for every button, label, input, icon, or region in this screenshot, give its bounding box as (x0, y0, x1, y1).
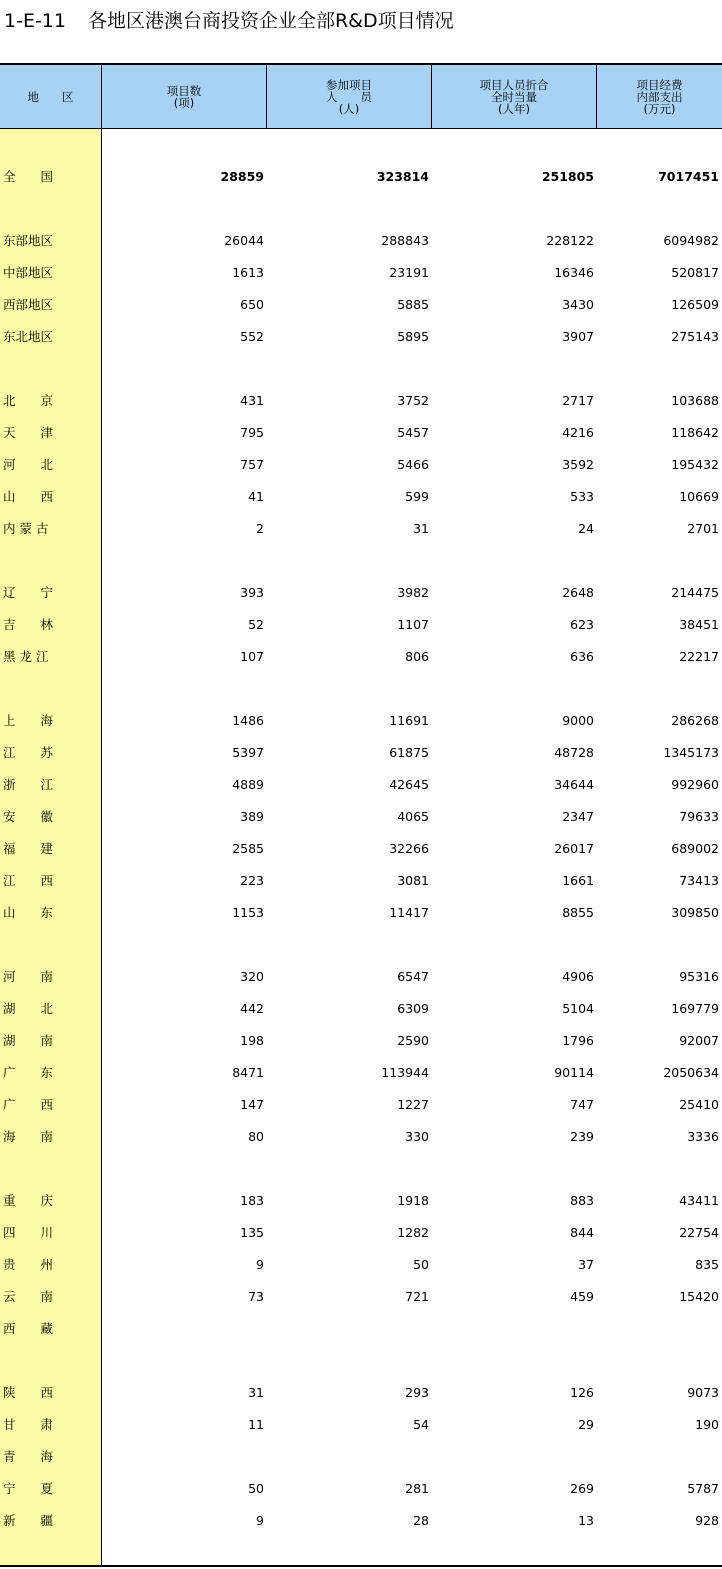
region-name: 新 疆 (3, 1513, 54, 1528)
expenditure-cell: 689002 (671, 841, 719, 856)
project-count-cell: 431 (240, 393, 264, 408)
region-name: 重 庆 (3, 1193, 54, 1208)
personnel-cell: 32266 (389, 841, 429, 856)
expenditure-cell: 95316 (679, 969, 719, 984)
fte-cell: 24 (578, 521, 594, 536)
table-row (0, 1255, 722, 1275)
project-count-cell: 9 (256, 1257, 264, 1272)
table-row (0, 775, 722, 795)
expenditure-cell: 22217 (679, 649, 719, 664)
header-region-label: 地 区 (27, 89, 74, 104)
header-project-count (102, 65, 266, 128)
project-count-cell: 1486 (232, 713, 264, 728)
personnel-cell: 806 (405, 649, 429, 664)
personnel-cell: 113944 (381, 1065, 429, 1080)
expenditure-cell: 103688 (671, 393, 719, 408)
fte-cell: 37 (578, 1257, 594, 1272)
expenditure-cell: 214475 (671, 585, 719, 600)
fte-cell: 2347 (562, 809, 594, 824)
header-line: 人 员 (326, 89, 372, 104)
fte-cell: 623 (570, 617, 594, 632)
table-row (0, 807, 722, 827)
fte-cell: 3592 (562, 457, 594, 472)
region-name: 东北地区 (3, 329, 54, 344)
table-row (0, 647, 722, 667)
expenditure-cell: 118642 (671, 425, 719, 440)
project-count-cell: 41 (248, 489, 264, 504)
personnel-cell: 5466 (397, 457, 429, 472)
table-row (0, 1223, 722, 1243)
fte-cell: 5104 (562, 1001, 594, 1016)
personnel-cell: 323814 (376, 169, 429, 184)
table-row (0, 1095, 722, 1115)
region-name: 江 西 (3, 873, 54, 888)
project-count-cell: 80 (248, 1129, 264, 1144)
personnel-cell: 11691 (389, 713, 429, 728)
fte-cell: 29 (578, 1417, 594, 1432)
table-row (0, 1287, 722, 1307)
header-fulltime-equivalent (432, 65, 596, 128)
region-name: 内 蒙 古 (3, 521, 49, 536)
header-line: 项目数 (166, 83, 202, 98)
fte-cell: 251805 (541, 169, 594, 184)
project-count-cell: 28859 (220, 169, 264, 184)
fte-cell: 4906 (562, 969, 594, 984)
project-count-cell: 52 (248, 617, 264, 632)
fte-cell: 2717 (562, 393, 594, 408)
region-name: 北 京 (3, 393, 54, 408)
fte-cell: 228122 (546, 233, 594, 248)
project-count-cell: 9 (256, 1513, 264, 1528)
region-name: 吉 林 (3, 617, 54, 632)
table-row (0, 1191, 722, 1211)
personnel-cell: 288843 (381, 233, 429, 248)
region-name: 安 徽 (3, 809, 54, 824)
expenditure-cell: 3336 (687, 1129, 719, 1144)
header-region (0, 65, 101, 128)
fte-cell: 90114 (554, 1065, 594, 1080)
region-name: 江 苏 (3, 745, 54, 760)
personnel-cell: 42645 (389, 777, 429, 792)
project-count-cell: 135 (240, 1225, 264, 1240)
table-code: 1-E-11 (4, 10, 66, 32)
region-name: 四 川 (3, 1225, 54, 1240)
table-row (0, 1383, 722, 1403)
table-row (0, 1479, 722, 1499)
personnel-cell: 2590 (397, 1033, 429, 1048)
personnel-cell: 28 (413, 1513, 429, 1528)
expenditure-cell: 992960 (671, 777, 719, 792)
region-name: 上 海 (3, 713, 54, 728)
region-name: 湖 南 (3, 1033, 54, 1048)
personnel-cell: 61875 (389, 745, 429, 760)
table-row (0, 1031, 722, 1051)
region-name: 云 南 (3, 1289, 54, 1304)
table-row (0, 263, 722, 283)
region-name: 广 西 (3, 1097, 54, 1112)
region-name: 广 东 (3, 1065, 54, 1080)
header-expenditure (597, 65, 722, 128)
region-name: 山 东 (3, 905, 54, 920)
expenditure-cell: 43411 (679, 1193, 719, 1208)
personnel-cell: 50 (413, 1257, 429, 1272)
personnel-cell: 1227 (397, 1097, 429, 1112)
expenditure-cell: 126509 (671, 297, 719, 312)
expenditure-cell: 92007 (679, 1033, 719, 1048)
header-line: (项) (173, 95, 195, 110)
fte-cell: 34644 (554, 777, 594, 792)
table-row (0, 231, 722, 251)
table-row (0, 583, 722, 603)
region-name: 河 北 (3, 457, 54, 472)
expenditure-cell: 15420 (679, 1289, 719, 1304)
fte-cell: 883 (570, 1193, 594, 1208)
table-row (0, 711, 722, 731)
personnel-cell: 5457 (397, 425, 429, 440)
project-count-cell: 73 (248, 1289, 264, 1304)
fte-cell: 459 (570, 1289, 594, 1304)
expenditure-cell: 1345173 (663, 745, 719, 760)
project-count-cell: 650 (240, 297, 264, 312)
region-name: 甘 肃 (3, 1417, 54, 1432)
expenditure-cell: 275143 (671, 329, 719, 344)
region-name: 中部地区 (3, 265, 54, 280)
fte-cell: 1661 (562, 873, 594, 888)
project-count-cell: 393 (240, 585, 264, 600)
project-count-cell: 50 (248, 1481, 264, 1496)
fte-cell: 269 (570, 1481, 594, 1496)
column-divider (431, 65, 432, 128)
region-name: 青 海 (3, 1449, 54, 1464)
region-name: 黑 龙 江 (3, 649, 49, 664)
region-name: 陕 西 (3, 1385, 54, 1400)
fte-cell: 26017 (554, 841, 594, 856)
expenditure-cell: 309850 (671, 905, 719, 920)
project-count-cell: 31 (248, 1385, 264, 1400)
personnel-cell: 721 (405, 1289, 429, 1304)
region-name: 山 西 (3, 489, 54, 504)
table-row (0, 455, 722, 475)
header-rule (0, 128, 722, 129)
project-count-cell: 223 (240, 873, 264, 888)
expenditure-cell: 6094982 (663, 233, 719, 248)
expenditure-cell: 9073 (687, 1385, 719, 1400)
personnel-cell: 1107 (397, 617, 429, 632)
project-count-cell: 2585 (232, 841, 264, 856)
column-divider (266, 65, 267, 128)
expenditure-cell: 38451 (679, 617, 719, 632)
fte-cell: 16346 (554, 265, 594, 280)
table-row (0, 871, 722, 891)
table-row (0, 743, 722, 763)
region-name: 宁 夏 (3, 1481, 54, 1496)
project-count-cell: 757 (240, 457, 264, 472)
region-name: 西 藏 (3, 1321, 54, 1336)
expenditure-cell: 7017451 (658, 169, 719, 184)
header-line: (人年) (498, 101, 530, 116)
fte-cell: 636 (570, 649, 594, 664)
header-line: (人) (338, 101, 360, 116)
table-row (0, 1127, 722, 1147)
fte-cell: 533 (570, 489, 594, 504)
project-count-cell: 183 (240, 1193, 264, 1208)
table-row (0, 1511, 722, 1531)
fte-cell: 3907 (562, 329, 594, 344)
table-row (0, 391, 722, 411)
region-name: 福 建 (3, 841, 54, 856)
table-row (0, 615, 722, 635)
personnel-cell: 599 (405, 489, 429, 504)
personnel-cell: 5885 (397, 297, 429, 312)
personnel-cell: 5895 (397, 329, 429, 344)
expenditure-cell: 79633 (679, 809, 719, 824)
project-count-cell: 389 (240, 809, 264, 824)
fte-cell: 8855 (562, 905, 594, 920)
table-row (0, 1319, 722, 1339)
bottom-rule (0, 1565, 722, 1567)
personnel-cell: 1282 (397, 1225, 429, 1240)
project-count-cell: 552 (240, 329, 264, 344)
fte-cell: 9000 (562, 713, 594, 728)
table-row (0, 423, 722, 443)
header-line: 内部支出 (636, 89, 683, 104)
table-row (0, 519, 722, 539)
fte-cell: 3430 (562, 297, 594, 312)
table-row (0, 327, 722, 347)
region-name: 东部地区 (3, 233, 54, 248)
page-title (4, 6, 454, 36)
region-name: 海 南 (3, 1129, 54, 1144)
table-row (0, 839, 722, 859)
fte-cell: 48728 (554, 745, 594, 760)
header-personnel (267, 65, 431, 128)
project-count-cell: 4889 (232, 777, 264, 792)
fte-cell: 844 (570, 1225, 594, 1240)
table-row (0, 295, 722, 315)
expenditure-cell: 10669 (679, 489, 719, 504)
expenditure-cell: 190 (695, 1417, 719, 1432)
project-count-cell: 198 (240, 1033, 264, 1048)
personnel-cell: 31 (413, 521, 429, 536)
expenditure-cell: 195432 (671, 457, 719, 472)
fte-cell: 2648 (562, 585, 594, 600)
table-row (0, 1063, 722, 1083)
project-count-cell: 1153 (232, 905, 264, 920)
header-line: 项目经费 (636, 77, 683, 92)
region-name: 浙 江 (3, 777, 54, 792)
region-name: 西部地区 (3, 297, 54, 312)
project-count-cell: 320 (240, 969, 264, 984)
personnel-cell: 6547 (397, 969, 429, 984)
region-name: 天 津 (3, 425, 54, 440)
header-line: 项目人员折合 (479, 77, 549, 92)
personnel-cell: 3982 (397, 585, 429, 600)
table-row (0, 1415, 722, 1435)
table-row (0, 167, 722, 187)
header-line: (万元) (643, 101, 676, 116)
expenditure-cell: 928 (695, 1513, 719, 1528)
personnel-cell: 330 (405, 1129, 429, 1144)
table-row (0, 487, 722, 507)
region-name: 河 南 (3, 969, 54, 984)
personnel-cell: 4065 (397, 809, 429, 824)
expenditure-cell: 73413 (679, 873, 719, 888)
expenditure-cell: 2701 (687, 521, 719, 536)
fte-cell: 747 (570, 1097, 594, 1112)
project-count-cell: 795 (240, 425, 264, 440)
personnel-cell: 11417 (389, 905, 429, 920)
expenditure-cell: 286268 (671, 713, 719, 728)
table-row (0, 967, 722, 987)
project-count-cell: 1613 (232, 265, 264, 280)
region-name: 贵 州 (3, 1257, 54, 1272)
data-table (0, 63, 722, 1567)
project-count-cell: 5397 (232, 745, 264, 760)
personnel-cell: 54 (413, 1417, 429, 1432)
project-count-cell: 26044 (224, 233, 264, 248)
fte-cell: 1796 (562, 1033, 594, 1048)
region-name: 全 国 (3, 169, 54, 184)
project-count-cell: 147 (240, 1097, 264, 1112)
expenditure-cell: 2050634 (663, 1065, 719, 1080)
personnel-cell: 3081 (397, 873, 429, 888)
personnel-cell: 281 (405, 1481, 429, 1496)
project-count-cell: 11 (248, 1417, 264, 1432)
fte-cell: 126 (570, 1385, 594, 1400)
region-name: 辽 宁 (3, 585, 54, 600)
project-count-cell: 8471 (232, 1065, 264, 1080)
fte-cell: 4216 (562, 425, 594, 440)
expenditure-cell: 22754 (679, 1225, 719, 1240)
personnel-cell: 6309 (397, 1001, 429, 1016)
expenditure-cell: 169779 (671, 1001, 719, 1016)
expenditure-cell: 5787 (687, 1481, 719, 1496)
table-row (0, 999, 722, 1019)
header-line: 全时当量 (491, 89, 537, 104)
expenditure-cell: 25410 (679, 1097, 719, 1112)
fte-cell: 239 (570, 1129, 594, 1144)
project-count-cell: 442 (240, 1001, 264, 1016)
personnel-cell: 3752 (397, 393, 429, 408)
fte-cell: 13 (578, 1513, 594, 1528)
header-line: 参加项目 (326, 77, 372, 92)
column-divider (596, 65, 597, 128)
region-name: 湖 北 (3, 1001, 54, 1016)
table-row (0, 903, 722, 923)
personnel-cell: 23191 (389, 265, 429, 280)
table-row (0, 1447, 722, 1467)
expenditure-cell: 520817 (671, 265, 719, 280)
personnel-cell: 293 (405, 1385, 429, 1400)
project-count-cell: 2 (256, 521, 264, 536)
expenditure-cell: 835 (695, 1257, 719, 1272)
personnel-cell: 1918 (397, 1193, 429, 1208)
table-title: 各地区港澳台商投资企业全部R&D项目情况 (87, 10, 454, 32)
project-count-cell: 107 (240, 649, 264, 664)
